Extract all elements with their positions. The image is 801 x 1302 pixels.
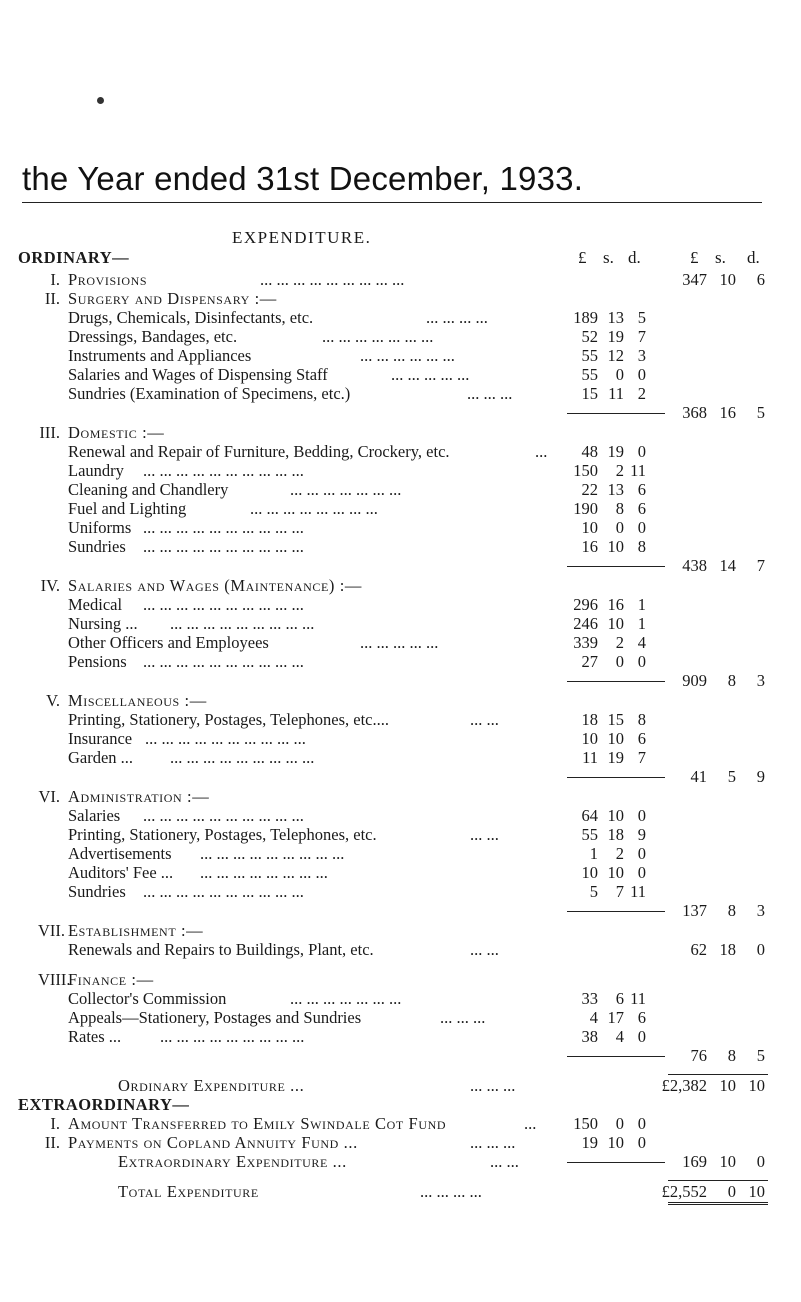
- ledger-line: [0, 1008, 801, 1027]
- amount-pounds: 55: [581, 825, 598, 844]
- ledger-line: [0, 1027, 801, 1046]
- ledger-line: [0, 633, 801, 652]
- item-label: Drugs, Chemicals, Disinfectants, etc.: [68, 308, 314, 327]
- double-rule: [668, 1202, 768, 1205]
- amount-pounds: 150: [573, 461, 598, 480]
- amount-pence: 6: [637, 499, 646, 518]
- subtotal-pounds: 368: [682, 403, 707, 422]
- dot-leader: ... ... ...: [470, 1076, 516, 1095]
- amount-shillings: 0: [615, 1114, 624, 1133]
- amount-pounds: 10: [581, 863, 598, 882]
- subtotal-pounds: 347: [682, 270, 707, 289]
- dot-leader: ... ...: [490, 1152, 519, 1171]
- amount-shillings: 18: [607, 825, 624, 844]
- subtotal-shillings: 5: [727, 767, 736, 786]
- dot-leader: ... ... ... ... ... ... ... ... ... ...: [143, 537, 304, 556]
- item-label: Advertisements: [68, 844, 172, 863]
- category-label: Miscellaneous :—: [68, 691, 207, 710]
- subtotal-pounds: 62: [690, 940, 707, 959]
- page-title: the Year ended 31st December, 1933.: [22, 160, 584, 197]
- ledger-line: [0, 1182, 801, 1201]
- amount-shillings: 10: [607, 729, 624, 748]
- amount-pence: 6: [637, 1008, 646, 1027]
- subtotal-pence: 6: [756, 270, 765, 289]
- item-label: Fuel and Lighting: [68, 499, 187, 518]
- ledger-line: [0, 921, 801, 940]
- section-label: EXTRAORDINARY—: [18, 1095, 190, 1114]
- subtotal-pence: 5: [756, 1046, 765, 1065]
- amount-pence: 8: [637, 710, 646, 729]
- subtotal-pence: 3: [756, 901, 765, 920]
- amount-shillings: 12: [607, 346, 624, 365]
- amount-shillings: 0: [615, 518, 624, 537]
- amount-pence: 0: [637, 1133, 646, 1152]
- amount-shillings: 15: [607, 710, 624, 729]
- col-head-shillings-1: s.: [603, 248, 614, 267]
- ledger-line: [0, 729, 801, 748]
- item-number: I.: [50, 1114, 60, 1133]
- amount-pence: 11: [630, 461, 646, 480]
- amount-shillings: 0: [615, 652, 624, 671]
- amount-pence: 0: [637, 518, 646, 537]
- subtotal-shillings: 10: [719, 1076, 736, 1095]
- amount-pounds: 189: [573, 308, 598, 327]
- ledger-line: [0, 989, 801, 1008]
- amount-pounds: 10: [581, 729, 598, 748]
- amount-pounds: 27: [581, 652, 598, 671]
- section-heading: EXPENDITURE.: [232, 228, 372, 247]
- subtotal-pence: 10: [748, 1182, 765, 1201]
- amount-shillings: 4: [615, 1027, 624, 1046]
- amount-shillings: 10: [607, 614, 624, 633]
- item-label: Nursing ...: [68, 614, 138, 633]
- subtotal-shillings: 8: [727, 1046, 736, 1065]
- item-label: Instruments and Appliances: [68, 346, 252, 365]
- ledger-line: [0, 327, 801, 346]
- total-rule: [668, 1074, 768, 1075]
- dot-leader: ... ...: [470, 940, 499, 959]
- ledger-line: [0, 1114, 801, 1133]
- dot-leader: ... ... ... ... ... ... ... ... ... ...: [143, 806, 304, 825]
- amount-pence: 0: [637, 652, 646, 671]
- ledger-line: [0, 863, 801, 882]
- ledger-line: [0, 346, 801, 365]
- item-number: I.: [50, 270, 60, 289]
- dot-leader: ... ... ... ... ... ... ... ... ... ...: [143, 882, 304, 901]
- item-label: Renewal and Repair of Furniture, Bedding, Crockery, etc.: [68, 442, 450, 461]
- amount-pence: 6: [637, 729, 646, 748]
- amount-pounds: 22: [581, 480, 598, 499]
- amount-pounds: 10: [581, 518, 598, 537]
- amount-shillings: 10: [607, 806, 624, 825]
- item-label: Other Officers and Employees: [68, 633, 269, 652]
- subtotal-pence: 5: [756, 403, 765, 422]
- ledger-line: [0, 767, 801, 786]
- subtotal-shillings: 14: [719, 556, 736, 575]
- amount-shillings: 10: [607, 537, 624, 556]
- dot-leader: ... ... ... ... ... ... ... ... ...: [200, 844, 345, 863]
- item-label: Sundries (Examination of Specimens, etc.): [68, 384, 351, 403]
- amount-pounds: 150: [573, 1114, 598, 1133]
- subtotal-rule: [567, 413, 665, 414]
- ledger-line: [0, 748, 801, 767]
- ledger-line: [0, 556, 801, 575]
- dot-leader: ... ... ... ... ... ... ... ...: [250, 499, 378, 518]
- amount-shillings: 13: [607, 308, 624, 327]
- ledger-line: [0, 480, 801, 499]
- amount-pence: 3: [637, 346, 646, 365]
- subtotal-pounds: 438: [682, 556, 707, 575]
- amount-pence: 6: [637, 480, 646, 499]
- category-label: Administration :—: [68, 787, 210, 806]
- amount-pence: 0: [637, 442, 646, 461]
- category-label: Establishment :—: [68, 921, 204, 940]
- ledger-line: [0, 423, 801, 442]
- col-head-pounds-1: £: [578, 248, 587, 267]
- subtotal-pence: 7: [756, 556, 765, 575]
- item-label: Uniforms: [68, 518, 132, 537]
- item-number: III.: [39, 423, 60, 442]
- subtotal-pounds: £2,552: [661, 1182, 707, 1201]
- dot-leader: ... ... ... ... ...: [360, 633, 439, 652]
- subtotal-pounds: 137: [682, 901, 707, 920]
- amount-pounds: 246: [573, 614, 598, 633]
- item-label: Laundry: [68, 461, 124, 480]
- item-label: Rates ...: [68, 1027, 122, 1046]
- ledger-line: [0, 1152, 801, 1171]
- amount-pence: 4: [637, 633, 646, 652]
- item-number: II.: [44, 1133, 60, 1152]
- subtotal-shillings: 18: [719, 940, 736, 959]
- dot-leader: ... ... ... ... ... ...: [360, 346, 455, 365]
- item-label: Printing, Stationery, Postages, Telephones, etc.: [68, 825, 377, 844]
- item-number: VIII.: [38, 970, 71, 989]
- ledger-line: [0, 365, 801, 384]
- amount-pence: 5: [637, 308, 646, 327]
- amount-pence: 0: [637, 863, 646, 882]
- subtotal-pence: 0: [756, 940, 765, 959]
- col-head-pounds-2: £: [690, 248, 699, 267]
- dot-leader: ... ... ... ... ... ... ...: [290, 480, 402, 499]
- ledger-line: [0, 270, 801, 289]
- dot-leader: ... ... ... ... ... ... ... ... ... ...: [143, 518, 304, 537]
- ledger-line: [0, 595, 801, 614]
- dot-leader: ...: [524, 1114, 537, 1133]
- total-label: Ordinary Expenditure ...: [118, 1076, 305, 1095]
- section-label: ORDINARY—: [18, 248, 130, 267]
- ledger-line: [0, 787, 801, 806]
- dot-leader: ... ... ... ... ... ... ... ... ... ...: [145, 729, 306, 748]
- amount-shillings: 16: [607, 595, 624, 614]
- dot-leader: ... ... ... ... ... ... ... ... ...: [170, 748, 315, 767]
- amount-pounds: 296: [573, 595, 598, 614]
- amount-pence: 7: [637, 327, 646, 346]
- dot-leader: ... ... ... ... ... ... ...: [322, 327, 434, 346]
- dot-leader: ... ... ... ... ... ... ... ... ... ...: [143, 461, 304, 480]
- amount-pounds: 11: [582, 748, 598, 767]
- amount-pence: 2: [637, 384, 646, 403]
- subtotal-rule: [567, 777, 665, 778]
- subtotal-pounds: 41: [690, 767, 707, 786]
- ledger-line: [0, 537, 801, 556]
- amount-pounds: 15: [581, 384, 598, 403]
- ledger-line: [0, 499, 801, 518]
- category-label: Domestic :—: [68, 423, 165, 442]
- item-label: Garden ...: [68, 748, 134, 767]
- item-label: Medical: [68, 595, 123, 614]
- punch-hole-mark: [97, 97, 104, 104]
- subtotal-pence: 9: [756, 767, 765, 786]
- dot-leader: ... ... ... ... ... ... ... ... ... ...: [143, 595, 304, 614]
- amount-shillings: 2: [615, 844, 624, 863]
- item-number: VI.: [38, 787, 60, 806]
- amount-shillings: 19: [607, 327, 624, 346]
- amount-pounds: 339: [573, 633, 598, 652]
- dot-leader: ... ... ... ... ... ... ... ... ...: [170, 614, 315, 633]
- amount-pounds: 19: [581, 1133, 598, 1152]
- subtotal-shillings: 10: [719, 1152, 736, 1171]
- item-label: Pensions: [68, 652, 127, 671]
- item-label: Sundries: [68, 537, 126, 556]
- ledger-line: [0, 882, 801, 901]
- amount-pounds: 52: [581, 327, 598, 346]
- subtotal-pence: 3: [756, 671, 765, 690]
- amount-shillings: 7: [615, 882, 624, 901]
- dot-leader: ... ...: [470, 710, 499, 729]
- amount-pounds: 64: [581, 806, 598, 825]
- item-number: II.: [44, 289, 60, 308]
- dot-leader: ... ... ... ... ...: [391, 365, 470, 384]
- amount-pence: 1: [637, 595, 646, 614]
- amount-pence: 11: [630, 989, 646, 1008]
- total-rule: [668, 1180, 768, 1181]
- total-label: Extraordinary Expenditure ...: [118, 1152, 347, 1171]
- ledger-line: [0, 691, 801, 710]
- amount-pounds: 16: [581, 537, 598, 556]
- amount-pounds: 48: [581, 442, 598, 461]
- ledger-line: [0, 576, 801, 595]
- item-label: Renewals and Repairs to Buildings, Plant, etc.: [68, 940, 374, 959]
- amount-pounds: 38: [581, 1027, 598, 1046]
- amount-pence: 1: [637, 614, 646, 633]
- subtotal-shillings: 16: [719, 403, 736, 422]
- ledger-line: [0, 403, 801, 422]
- item-label: Insurance: [68, 729, 133, 748]
- item-number: IV.: [40, 576, 60, 595]
- dot-leader: ... ... ... ... ... ... ...: [290, 989, 402, 1008]
- ledger-line: [0, 671, 801, 690]
- ledger-line: [0, 289, 801, 308]
- dot-leader: ... ...: [470, 825, 499, 844]
- subtotal-pence: 10: [748, 1076, 765, 1095]
- subtotal-rule: [567, 566, 665, 567]
- category-label: Finance :—: [68, 970, 154, 989]
- amount-shillings: 11: [608, 384, 624, 403]
- amount-pounds: 190: [573, 499, 598, 518]
- dot-leader: ...: [535, 442, 548, 461]
- ledger-line: [0, 970, 801, 989]
- amount-shillings: 8: [615, 499, 624, 518]
- col-head-shillings-2: s.: [715, 248, 726, 267]
- amount-shillings: 19: [607, 442, 624, 461]
- item-label: Printing, Stationery, Postages, Telephones, etc....: [68, 710, 390, 729]
- ledger-line: [0, 614, 801, 633]
- subtotal-rule: [567, 1056, 665, 1057]
- amount-pounds: 55: [581, 346, 598, 365]
- ledger-line: [0, 384, 801, 403]
- amount-shillings: 0: [615, 365, 624, 384]
- col-head-pence-2: d.: [747, 248, 760, 267]
- category-label: Payments on Copland Annuity Fund ...: [68, 1133, 358, 1152]
- amount-shillings: 2: [615, 633, 624, 652]
- subtotal-shillings: 8: [727, 901, 736, 920]
- subtotal-rule: [567, 681, 665, 682]
- ledger-line: [0, 442, 801, 461]
- ledger-line: [0, 710, 801, 729]
- category-label: Provisions: [68, 270, 148, 289]
- amount-pounds: 33: [581, 989, 598, 1008]
- amount-pence: 0: [637, 844, 646, 863]
- ledger-line: [0, 940, 801, 959]
- item-label: Cleaning and Chandlery: [68, 480, 229, 499]
- amount-shillings: 2: [615, 461, 624, 480]
- subtotal-rule: [567, 911, 665, 912]
- amount-shillings: 13: [607, 480, 624, 499]
- amount-pence: 8: [637, 537, 646, 556]
- subtotal-pence: 0: [756, 1152, 765, 1171]
- amount-pounds: 4: [589, 1008, 598, 1027]
- item-label: Appeals—Stationery, Postages and Sundries: [68, 1008, 362, 1027]
- category-label: Surgery and Dispensary :—: [68, 289, 277, 308]
- ledger-line: [0, 901, 801, 920]
- total-label: Total Expenditure: [118, 1182, 259, 1201]
- subtotal-pounds: 169: [682, 1152, 707, 1171]
- ledger-line: [0, 308, 801, 327]
- ledger-line: [0, 844, 801, 863]
- subtotal-shillings: 10: [719, 270, 736, 289]
- dot-leader: ... ... ... ...: [420, 1182, 482, 1201]
- ledger-line: [0, 825, 801, 844]
- category-label: Salaries and Wages (Maintenance) :—: [68, 576, 363, 595]
- amount-shillings: 19: [607, 748, 624, 767]
- ledger-line: [0, 518, 801, 537]
- amount-pence: 0: [637, 1114, 646, 1133]
- dot-leader: ... ... ...: [470, 1133, 516, 1152]
- subtotal-shillings: 0: [727, 1182, 736, 1201]
- ledger-line: [0, 1076, 801, 1095]
- dot-leader: ... ... ...: [440, 1008, 486, 1027]
- amount-pounds: 1: [589, 844, 598, 863]
- item-label: Dressings, Bandages, etc.: [68, 327, 238, 346]
- item-number: VII.: [38, 921, 66, 940]
- item-label: Sundries: [68, 882, 126, 901]
- dot-leader: ... ... ... ...: [426, 308, 488, 327]
- subtotal-shillings: 8: [727, 671, 736, 690]
- amount-pounds: 55: [581, 365, 598, 384]
- dot-leader: ... ... ... ... ... ... ... ...: [200, 863, 328, 882]
- subtotal-pounds: £2,382: [661, 1076, 707, 1095]
- ledger-line: [0, 652, 801, 671]
- amount-pounds: 18: [581, 710, 598, 729]
- amount-pounds: 5: [589, 882, 598, 901]
- dot-leader: ... ... ... ... ... ... ... ... ...: [260, 270, 405, 289]
- subtotal-rule: [567, 1162, 665, 1163]
- ledger-line: [0, 248, 801, 267]
- amount-pence: 7: [637, 748, 646, 767]
- item-number: V.: [46, 691, 60, 710]
- subtotal-pounds: 909: [682, 671, 707, 690]
- col-head-pence-1: d.: [628, 248, 641, 267]
- dot-leader: ... ... ...: [467, 384, 513, 403]
- amount-shillings: 6: [615, 989, 624, 1008]
- ledger-line: [0, 461, 801, 480]
- title-rule: [22, 202, 762, 203]
- amount-pence: 0: [637, 1027, 646, 1046]
- amount-shillings: 10: [607, 863, 624, 882]
- subtotal-pounds: 76: [690, 1046, 707, 1065]
- item-label: Auditors' Fee ...: [68, 863, 174, 882]
- ledger-line: [0, 1046, 801, 1065]
- amount-pence: 0: [637, 365, 646, 384]
- amount-shillings: 17: [607, 1008, 624, 1027]
- amount-pence: 0: [637, 806, 646, 825]
- item-label: Collector's Commission: [68, 989, 227, 1008]
- category-label: Amount Transferred to Emily Swindale Cot Fund: [68, 1114, 447, 1133]
- ledger-line: [0, 806, 801, 825]
- dot-leader: ... ... ... ... ... ... ... ... ...: [160, 1027, 305, 1046]
- amount-pence: 9: [637, 825, 646, 844]
- ledger-line: [0, 1133, 801, 1152]
- ledger-line: [0, 1095, 801, 1114]
- item-label: Salaries: [68, 806, 121, 825]
- amount-shillings: 10: [607, 1133, 624, 1152]
- amount-pence: 11: [630, 882, 646, 901]
- dot-leader: ... ... ... ... ... ... ... ... ... ...: [143, 652, 304, 671]
- item-label: Salaries and Wages of Dispensing Staff: [68, 365, 328, 384]
